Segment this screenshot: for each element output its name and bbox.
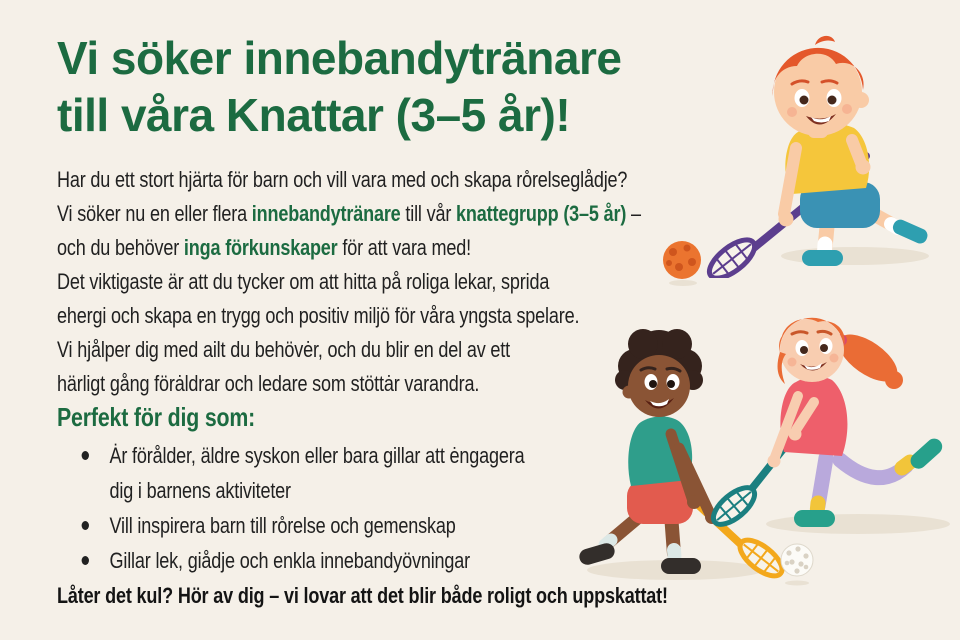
body-line-4: härligt gång förȧldrar och ledare som stöttȧr varandra. [57,371,480,396]
intro-line-2-text: Vi söker nu en eller flera [57,201,252,226]
highlight-inga-forkunskaper: inga förkunskaper [183,235,338,260]
body-line-2: ehergi och skapa en trygg och positiv miljö för våra yngsta spelare. [57,303,580,328]
highlight-knattegrupp: knattegrupp (3–5 år) [456,201,627,226]
bullet-dot-icon [82,451,89,460]
bullet-item-2 [57,508,524,543]
bullet-1-line-2: dig i barnens aktiviteter [109,478,291,503]
intro-line-2-mid: till vår [400,201,457,226]
intro-line-2-dash: – [626,201,641,226]
bullet-list [57,438,524,578]
title-line-1: Vi söker innebandytränare [57,32,622,84]
bullet-3-line-1: Gillar lek, giådje och enkla innebandyövningar [109,548,470,573]
intro-line-1: Har du ett stort hjärta för barn och vill vara med och skapa ro̊relseglådje? [57,167,628,192]
intro-line-3 [57,231,641,265]
bullet-dot-icon [82,556,89,565]
intro-line-2 [57,197,641,231]
bullet-item-3 [57,543,524,578]
bullet-item-1 [57,438,524,508]
intro-line-3-text: och du behöver [57,235,184,260]
bullet-2-line-1: Vill inspirera barn till ro̊relse och gemenskap [109,513,456,538]
title-line-2: till våra Knattar (3–5 år)! [57,89,571,141]
section-heading: Perfekt för dig som: [57,402,256,432]
intro-line-3-end: för att vara med! [337,235,471,260]
bullet-1-line-1: Ȧr förålder, äldre syskon eller bara gillar att ėngagera [109,443,525,468]
footer-call-to-action: Låter det kul? Hör av dig – vi lovar att det blir både roligt och uppskattat! [57,583,668,608]
highlight-innebandytranare: innebandytränare [251,201,401,226]
body-line-1: Det viktigaste är att du tycker om att hitta på roliga lekar, sprida [57,269,550,294]
body-line-3: Vi hjålper dig med ailt du behövėr, och du blir en del av ett [57,337,510,362]
bullet-dot-icon [82,521,89,530]
body-paragraph [57,265,579,401]
intro-paragraph [57,163,641,265]
text-column [57,0,893,640]
